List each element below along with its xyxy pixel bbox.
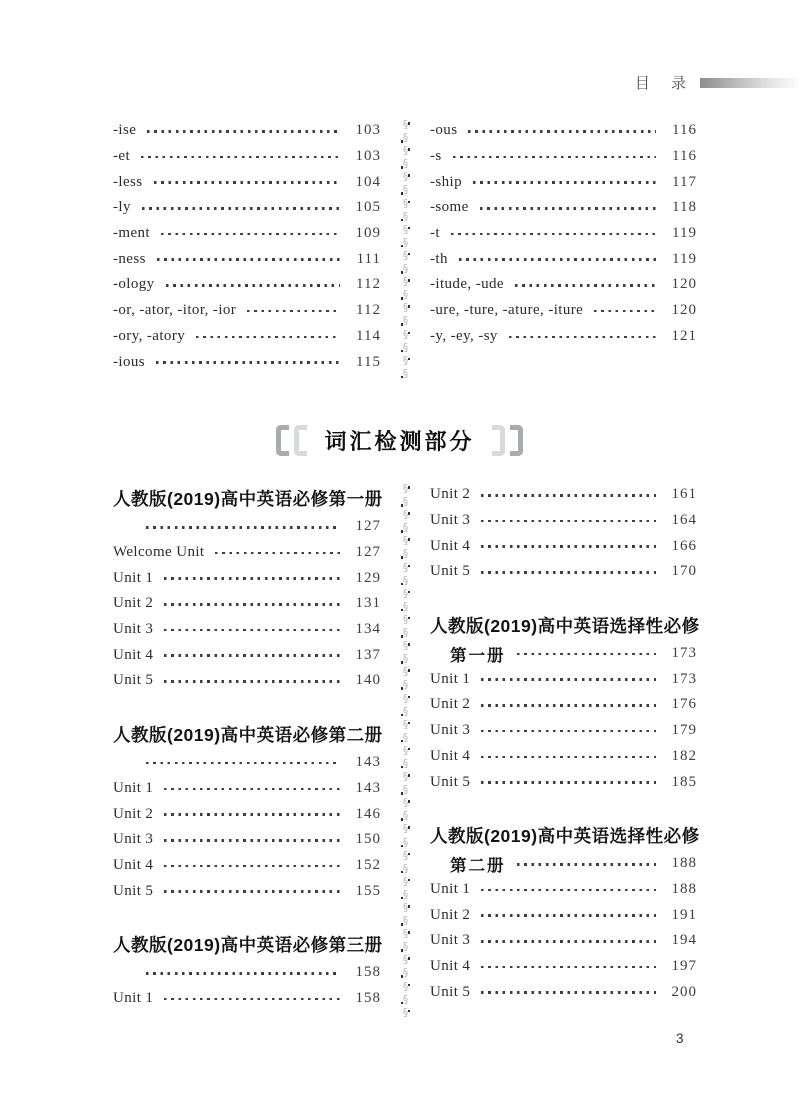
toc-entry bbox=[113, 801, 381, 827]
chain-divider-glyph: § bbox=[402, 275, 409, 289]
chain-divider-glyph: § bbox=[402, 560, 409, 574]
bracket-icon bbox=[276, 425, 289, 456]
toc-entry-label: Unit 2 bbox=[430, 486, 471, 503]
toc-entry bbox=[430, 851, 697, 877]
toc-entry-page: 103 bbox=[355, 122, 381, 139]
toc-entry-page: 112 bbox=[356, 302, 381, 319]
toc-entry bbox=[430, 144, 697, 170]
dot-leader bbox=[164, 577, 340, 580]
toc-entry-page: 116 bbox=[672, 148, 697, 165]
chain-divider-glyph: § bbox=[402, 482, 409, 495]
vocab-toc bbox=[113, 482, 700, 1019]
dot-leader bbox=[517, 653, 657, 656]
toc-entry bbox=[430, 508, 697, 534]
chain-divider-glyph: § bbox=[402, 914, 409, 928]
toc-entry-label: -s bbox=[430, 148, 442, 165]
toc-entry-page: 158 bbox=[355, 964, 381, 981]
toc-entry-label: Unit 2 bbox=[113, 595, 154, 612]
chain-divider-glyph: § bbox=[402, 612, 409, 626]
toc-entry-label: Unit 4 bbox=[430, 957, 471, 974]
chain-divider-glyph: § bbox=[402, 704, 409, 718]
toc-entry-label: -less bbox=[113, 173, 143, 190]
dot-leader bbox=[481, 991, 656, 994]
dot-leader bbox=[142, 207, 340, 210]
suffix-toc bbox=[113, 118, 697, 380]
toc-entry bbox=[113, 349, 381, 375]
dot-leader bbox=[481, 730, 656, 733]
dot-leader bbox=[164, 654, 340, 657]
toc-entry-page: 143 bbox=[355, 754, 381, 771]
running-head-title: 目 录 bbox=[634, 75, 690, 92]
toc-entry-label: -ure, -ture, -ature, -iture bbox=[430, 302, 584, 319]
toc-entry-label: 第二册 bbox=[450, 856, 506, 875]
dot-leader bbox=[146, 972, 340, 975]
toc-entry-page: 134 bbox=[355, 621, 381, 638]
toc-entry-page: 116 bbox=[672, 122, 697, 139]
dot-leader bbox=[141, 156, 340, 159]
toc-entry-label: Unit 3 bbox=[113, 621, 154, 638]
toc-entry bbox=[113, 514, 381, 540]
chain-divider-glyph: § bbox=[402, 262, 409, 276]
toc-entry bbox=[430, 877, 697, 903]
toc-entry-label: Unit 3 bbox=[113, 831, 154, 848]
toc-entry-label: -or, -ator, -itor, -ior bbox=[113, 302, 237, 319]
toc-entry-page: 158 bbox=[355, 989, 381, 1006]
dot-leader bbox=[161, 233, 340, 236]
chain-divider-glyph: § bbox=[402, 534, 409, 548]
chain-divider-glyph: § bbox=[402, 652, 409, 666]
toc-entry-page: 150 bbox=[355, 831, 381, 848]
toc-entry-page: 173 bbox=[671, 645, 697, 662]
toc-entry bbox=[430, 928, 697, 954]
bracket-icon bbox=[510, 425, 523, 456]
toc-entry bbox=[113, 221, 381, 247]
toc-entry bbox=[430, 559, 697, 585]
dot-leader bbox=[154, 181, 341, 184]
dot-leader bbox=[164, 890, 340, 893]
toc-entry bbox=[113, 565, 381, 591]
dot-leader bbox=[481, 704, 656, 707]
chain-divider-glyph: § bbox=[402, 131, 409, 145]
chain-divider-glyph: § bbox=[402, 874, 409, 888]
toc-entry bbox=[430, 769, 697, 795]
toc-entry-label: -ness bbox=[113, 250, 146, 267]
dot-leader bbox=[164, 629, 340, 632]
toc-entry bbox=[113, 591, 381, 617]
toc-entry-label: Unit 4 bbox=[113, 646, 154, 663]
dot-leader bbox=[196, 336, 340, 339]
chain-divider-glyph: § bbox=[402, 1005, 409, 1019]
chain-divider-glyph: § bbox=[402, 730, 409, 744]
chain-divider-glyph: § bbox=[402, 861, 409, 875]
dot-leader bbox=[156, 361, 340, 364]
section-banner bbox=[0, 425, 799, 456]
toc-entry-label: -ory, -atory bbox=[113, 327, 186, 344]
dot-leader bbox=[147, 130, 340, 133]
chain-divider-glyph: § bbox=[402, 170, 409, 184]
page-number: 3 bbox=[676, 1031, 684, 1046]
toc-entry-label: -ious bbox=[113, 353, 145, 370]
toc-entry-label: Unit 3 bbox=[430, 722, 471, 739]
toc-entry-page: 166 bbox=[671, 537, 697, 554]
toc-entry-page: 176 bbox=[671, 696, 697, 713]
column-divider bbox=[402, 482, 409, 1019]
toc-entry-label: Unit 4 bbox=[430, 537, 471, 554]
toc-entry-page: 118 bbox=[672, 199, 697, 216]
toc-entry-page: 131 bbox=[355, 595, 381, 612]
toc-entry-page: 127 bbox=[355, 544, 381, 561]
dot-leader bbox=[215, 552, 340, 555]
toc-entry bbox=[113, 246, 381, 272]
toc-entry-page: 114 bbox=[356, 327, 381, 344]
dot-leader bbox=[481, 571, 656, 574]
toc-entry-page: 155 bbox=[355, 882, 381, 899]
toc-entry bbox=[430, 298, 697, 324]
dot-leader bbox=[481, 520, 656, 523]
toc-entry-page: 194 bbox=[671, 932, 697, 949]
toc-entry bbox=[113, 960, 381, 986]
toc-entry-page: 179 bbox=[671, 722, 697, 739]
toc-entry bbox=[113, 668, 381, 694]
toc-entry bbox=[113, 169, 381, 195]
toc-entry-label: -ly bbox=[113, 199, 131, 216]
dot-leader bbox=[146, 526, 340, 529]
chain-divider-glyph: § bbox=[402, 901, 409, 914]
chain-divider-glyph: § bbox=[402, 626, 409, 640]
toc-entry bbox=[113, 272, 381, 298]
toc-entry bbox=[113, 750, 381, 776]
chain-divider-glyph: § bbox=[402, 966, 409, 980]
toc-entry-page: 119 bbox=[672, 225, 697, 242]
dot-leader bbox=[146, 762, 340, 765]
toc-entry bbox=[430, 954, 697, 980]
toc-entry-page: 117 bbox=[672, 173, 697, 190]
toc-entry-label: -ise bbox=[113, 122, 137, 139]
toc-entry-label: -ment bbox=[113, 225, 150, 242]
toc-entry-page: 197 bbox=[671, 957, 697, 974]
toc-entry-page: 111 bbox=[356, 250, 381, 267]
toc-entry-page: 152 bbox=[355, 856, 381, 873]
toc-entry-label: Unit 5 bbox=[430, 563, 471, 580]
dot-leader bbox=[451, 233, 656, 236]
chain-divider-glyph: § bbox=[402, 248, 409, 262]
chain-divider-glyph: § bbox=[402, 678, 409, 692]
section-title: 词汇检测部分 bbox=[324, 429, 475, 454]
toc-entry-label: -th bbox=[430, 250, 448, 267]
toc-entry-label: Unit 3 bbox=[430, 932, 471, 949]
right-bracket-ornament bbox=[492, 425, 523, 456]
toc-entry bbox=[113, 324, 381, 350]
dot-leader bbox=[247, 310, 340, 313]
suffix-toc-right-column bbox=[430, 118, 697, 375]
toc-entry-page: 120 bbox=[671, 302, 697, 319]
toc-entry bbox=[430, 744, 697, 770]
toc-entry-page: 173 bbox=[671, 670, 697, 687]
toc-entry bbox=[430, 533, 697, 559]
toc-entry-page: 112 bbox=[356, 276, 381, 293]
dot-leader bbox=[481, 914, 656, 917]
toc-entry-label: -ous bbox=[430, 122, 458, 139]
chain-divider-glyph: § bbox=[402, 717, 409, 731]
chain-divider-glyph: § bbox=[402, 547, 409, 561]
dot-leader bbox=[459, 258, 656, 261]
toc-entry-label: -y, -ey, -sy bbox=[430, 327, 498, 344]
toc-entry bbox=[430, 246, 697, 272]
toc-entry bbox=[113, 298, 381, 324]
toc-entry-page: 146 bbox=[355, 805, 381, 822]
toc-entry-label: Unit 5 bbox=[430, 983, 471, 1000]
toc-entry bbox=[113, 878, 381, 904]
toc-entry-label: 第一册 bbox=[450, 646, 506, 665]
dot-leader bbox=[164, 813, 340, 816]
toc-entry bbox=[430, 692, 697, 718]
dot-leader bbox=[468, 130, 656, 133]
chain-divider-glyph: § bbox=[402, 992, 409, 1006]
toc-entry bbox=[113, 776, 381, 802]
toc-entry bbox=[430, 666, 697, 692]
toc-entry-label: Unit 5 bbox=[113, 672, 154, 689]
vocab-toc-left-column bbox=[113, 482, 381, 1011]
chain-divider-glyph: § bbox=[402, 521, 409, 535]
toc-entry bbox=[113, 827, 381, 853]
toc-entry-page: 161 bbox=[671, 486, 697, 503]
chain-divider-glyph: § bbox=[402, 756, 409, 770]
toc-entry-label: Unit 2 bbox=[113, 805, 154, 822]
toc-entry-label: Unit 4 bbox=[430, 747, 471, 764]
dot-leader bbox=[473, 181, 656, 184]
suffix-toc-left-column bbox=[113, 118, 381, 375]
chain-divider-glyph: § bbox=[402, 573, 409, 587]
toc-entry-page: 127 bbox=[355, 518, 381, 535]
toc-entry-page: 200 bbox=[671, 983, 697, 1000]
dot-leader bbox=[164, 680, 340, 683]
dot-leader bbox=[164, 839, 340, 842]
chain-divider-glyph: § bbox=[402, 927, 409, 941]
chain-divider-glyph: § bbox=[402, 809, 409, 823]
toc-entry-page: 103 bbox=[355, 148, 381, 165]
dot-leader bbox=[515, 284, 656, 287]
chain-divider-glyph: § bbox=[402, 209, 409, 223]
dot-leader bbox=[481, 940, 656, 943]
dot-leader bbox=[509, 336, 656, 339]
toc-entry-page: 109 bbox=[355, 225, 381, 242]
chain-divider-glyph: § bbox=[402, 665, 409, 679]
toc-entry bbox=[430, 221, 697, 247]
toc-entry bbox=[113, 986, 381, 1012]
chain-divider-glyph: § bbox=[402, 353, 409, 367]
chain-divider-glyph: § bbox=[402, 366, 409, 380]
chain-divider-glyph: § bbox=[402, 196, 409, 210]
toc-entry-label: -some bbox=[430, 199, 469, 216]
toc-entry-label: Unit 1 bbox=[113, 569, 154, 586]
chain-divider-glyph: § bbox=[402, 183, 409, 197]
toc-entry bbox=[113, 195, 381, 221]
toc-entry bbox=[113, 118, 381, 144]
chain-divider-glyph: § bbox=[402, 144, 409, 158]
toc-entry bbox=[430, 324, 697, 350]
toc-entry-label: Unit 5 bbox=[430, 773, 471, 790]
column-divider bbox=[402, 118, 409, 380]
dot-leader bbox=[157, 258, 340, 261]
toc-entry bbox=[113, 144, 381, 170]
chain-divider-glyph: § bbox=[402, 495, 409, 509]
toc-entry-page: 104 bbox=[355, 173, 381, 190]
toc-entry-label: Unit 3 bbox=[430, 512, 471, 529]
dot-leader bbox=[164, 603, 340, 606]
toc-entry bbox=[430, 902, 697, 928]
toc-entry-page: 182 bbox=[671, 747, 697, 764]
toc-entry bbox=[430, 718, 697, 744]
vocab-toc-right-column bbox=[430, 482, 700, 1011]
dot-leader bbox=[164, 998, 340, 1001]
toc-entry-label: Unit 1 bbox=[430, 670, 471, 687]
toc-entry bbox=[430, 979, 697, 1005]
chain-divider-glyph: § bbox=[402, 340, 409, 354]
chain-divider-glyph: § bbox=[402, 691, 409, 705]
chain-divider-glyph: § bbox=[402, 157, 409, 171]
toc-entry-page: 120 bbox=[671, 276, 697, 293]
chain-divider-glyph: § bbox=[402, 770, 409, 784]
chain-divider-glyph: § bbox=[402, 940, 409, 954]
toc-section-header: 人教版(2019)高中英语必修第三册 bbox=[113, 934, 383, 955]
toc-entry-label: Welcome Unit bbox=[113, 544, 205, 561]
chain-divider-glyph: § bbox=[402, 314, 409, 328]
toc-entry bbox=[430, 195, 697, 221]
chain-divider-glyph: § bbox=[402, 887, 409, 901]
chain-divider-glyph: § bbox=[402, 508, 409, 522]
dot-leader bbox=[166, 284, 340, 287]
dot-leader bbox=[164, 865, 340, 868]
toc-entry bbox=[113, 540, 381, 566]
toc-entry-label: -t bbox=[430, 225, 440, 242]
toc-entry-page: 105 bbox=[355, 199, 381, 216]
dot-leader bbox=[481, 756, 656, 759]
toc-section-header: 人教版(2019)高中英语必修第二册 bbox=[113, 724, 383, 745]
chain-divider-glyph: § bbox=[402, 979, 409, 993]
toc-entry bbox=[430, 641, 697, 667]
toc-entry bbox=[430, 118, 697, 144]
chain-divider-glyph: § bbox=[402, 639, 409, 653]
toc-entry-page: 170 bbox=[671, 563, 697, 580]
toc-entry-label: Unit 1 bbox=[113, 989, 154, 1006]
toc-entry-page: 188 bbox=[671, 880, 697, 897]
toc-entry bbox=[430, 169, 697, 195]
dot-leader bbox=[481, 966, 656, 969]
toc-entry-label: Unit 1 bbox=[430, 880, 471, 897]
toc-entry-page: 185 bbox=[671, 773, 697, 790]
toc-entry-page: 164 bbox=[671, 512, 697, 529]
toc-entry-label: -ology bbox=[113, 276, 155, 293]
toc-entry-page: 137 bbox=[355, 646, 381, 663]
dot-leader bbox=[594, 310, 656, 313]
chain-divider-glyph: § bbox=[402, 822, 409, 836]
toc-entry-label: Unit 2 bbox=[430, 696, 471, 713]
toc-entry-label: -et bbox=[113, 148, 131, 165]
toc-entry-label: Unit 2 bbox=[430, 906, 471, 923]
dot-leader bbox=[481, 889, 656, 892]
chain-divider-glyph: § bbox=[402, 848, 409, 862]
gradient-rule bbox=[700, 78, 799, 88]
toc-entry bbox=[430, 272, 697, 298]
chain-divider-glyph: § bbox=[402, 783, 409, 797]
bracket-icon bbox=[492, 425, 505, 456]
toc-entry-page: 121 bbox=[671, 327, 697, 344]
toc-entry-page: 115 bbox=[356, 353, 381, 370]
toc-entry-page: 140 bbox=[355, 672, 381, 689]
toc-entry-label: -itude, -ude bbox=[430, 276, 504, 293]
dot-leader bbox=[481, 494, 656, 497]
chain-divider-glyph: § bbox=[402, 235, 409, 249]
chain-divider-glyph: § bbox=[402, 796, 409, 810]
chain-divider-glyph: § bbox=[402, 586, 409, 600]
toc-entry-page: 119 bbox=[672, 250, 697, 267]
chain-divider-glyph: § bbox=[402, 222, 409, 236]
toc-entry-page: 191 bbox=[671, 906, 697, 923]
toc-entry-page: 188 bbox=[671, 855, 697, 872]
toc-entry bbox=[113, 853, 381, 879]
toc-entry bbox=[113, 642, 381, 668]
running-head bbox=[635, 72, 799, 93]
toc-entry-page: 143 bbox=[355, 779, 381, 796]
toc-entry-label: Unit 5 bbox=[113, 882, 154, 899]
toc-entry bbox=[113, 617, 381, 643]
chain-divider-glyph: § bbox=[402, 835, 409, 849]
toc-entry-label: -ship bbox=[430, 173, 462, 190]
toc-section-header: 人教版(2019)高中英语必修第一册 bbox=[113, 489, 383, 509]
chain-divider-glyph: § bbox=[402, 288, 409, 302]
chain-divider-glyph: § bbox=[402, 953, 409, 967]
dot-leader bbox=[164, 788, 340, 791]
dot-leader bbox=[453, 156, 656, 159]
toc-section-header: 人教版(2019)高中英语选择性必修 bbox=[430, 615, 700, 636]
dot-leader bbox=[481, 781, 656, 784]
chain-divider-glyph: § bbox=[402, 599, 409, 613]
chain-divider-glyph: § bbox=[402, 743, 409, 757]
toc-entry-label: Unit 4 bbox=[113, 856, 154, 873]
dot-leader bbox=[481, 545, 656, 548]
toc-entry bbox=[430, 482, 697, 508]
toc-entry-page: 129 bbox=[355, 569, 381, 586]
toc-section-header: 人教版(2019)高中英语选择性必修 bbox=[430, 825, 700, 846]
dot-leader bbox=[481, 678, 656, 681]
chain-divider-glyph: § bbox=[402, 301, 409, 315]
bracket-icon bbox=[294, 425, 307, 456]
dot-leader bbox=[480, 207, 656, 210]
chain-divider-glyph: § bbox=[402, 327, 409, 341]
dot-leader bbox=[517, 863, 657, 866]
toc-entry-label: Unit 1 bbox=[113, 779, 154, 796]
chain-divider-glyph: § bbox=[402, 118, 409, 131]
left-bracket-ornament bbox=[276, 425, 307, 456]
